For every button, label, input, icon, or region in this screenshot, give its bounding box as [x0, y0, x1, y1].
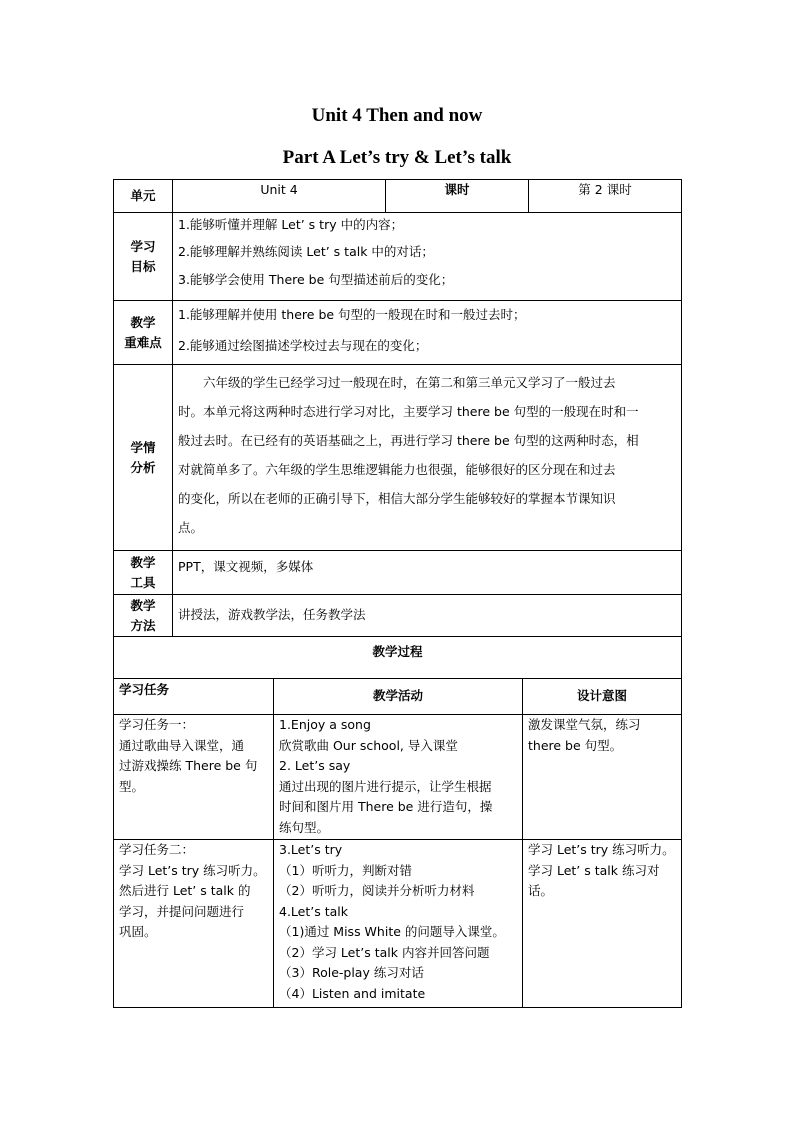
key-label: 教学 重难点 — [114, 301, 173, 365]
document-subtitle: Part A Let’s try & Let’s talk — [282, 147, 512, 168]
lesson-label: 课时 — [386, 180, 529, 213]
task-cell: 学习任务二： 学习 Let’s try 练习听力。 然后进行 Let’ s talk 的 学习，并提问问题进行 巩固。 — [114, 840, 274, 1008]
intent-cell: 学习 Let’s try 练习听力。 学习 Let’ s talk 练习对 话。 — [523, 840, 682, 1008]
goals-label: 学习 目标 — [114, 213, 173, 301]
col-header-task: 学习任务 — [114, 679, 274, 715]
activity-cell: 3.Let’s try （1）听听力，判断对错 （2）听听力，阅读并分析听力材料 4.Let’s talk （1)通过 Miss White 的问题导入课堂。 （2）学习 Let’s talk 内容并回答问题 （3）Role-play 练习对话 （4）Listen and imitate — [274, 840, 523, 1008]
goals-content — [173, 213, 682, 301]
process-table — [113, 678, 682, 1008]
task-cell: 学习任务一： 通过歌曲导入课堂，通 过游戏操练 There be 句 型。 — [114, 715, 274, 840]
analysis-label: 学情 分析 — [114, 365, 173, 551]
goal-item: 1.能够听懂并理解 Let’ s try 中的内容； — [178, 217, 404, 232]
method-label: 教学 方法 — [114, 595, 173, 637]
lesson-info-table — [113, 179, 682, 679]
key-item: 2.能够通过绘图描述学校过去与现在的变化； — [178, 337, 428, 353]
key-item: 1.能够理解并使用 there be 句型的一般现在时和一般过去时； — [178, 307, 526, 322]
tools-content: PPT，课文视频，多媒体 — [173, 551, 682, 595]
key-content — [173, 301, 682, 365]
document-title: Unit 4 Then and now — [311, 105, 483, 126]
tools-label: 教学 工具 — [114, 551, 173, 595]
intent-cell: 激发课堂气氛，练习 there be 句型。 — [523, 715, 682, 840]
lesson-value: 第 2 课时 — [529, 180, 682, 213]
method-content: 讲授法，游戏教学法，任务教学法 — [173, 595, 682, 637]
activity-cell: 1.Enjoy a song 欣赏歌曲 Our school, 导入课堂 2. Let’s say 通过出现的图片进行提示，让学生根据 时间和图片用 There be 进行造句，操 练句型。 — [274, 715, 523, 840]
col-header-activity: 教学活动 — [274, 679, 523, 715]
goal-item: 2.能够理解并熟练阅读 Let’ s talk 中的对话； — [178, 243, 434, 259]
goal-item: 3.能够学会使用 There be 句型描述前后的变化； — [178, 272, 454, 287]
analysis-content: 六年级的学生已经学习过一般现在时，在第二和第三单元又学习了一般过去 时。本单元将这两种时态进行学习对比，主要学习 there be 句型的一般现在时和一 般过去时。在已经有的英语基础之上，再进行学习 there be 句型的这两种时态，相 对就简单多了。六年级的学生思维逻辑能力也很强，能够很好的区分现在和过去 的变化，所以在老师的正确引导下，相信大部分学生能够较好的掌握本节课知识 点。 — [173, 365, 682, 551]
unit-label: 单元 — [114, 180, 173, 213]
process-title: 教学过程 — [114, 637, 682, 679]
unit-value: Unit 4 — [173, 180, 386, 213]
col-header-intent: 设计意图 — [523, 679, 682, 715]
